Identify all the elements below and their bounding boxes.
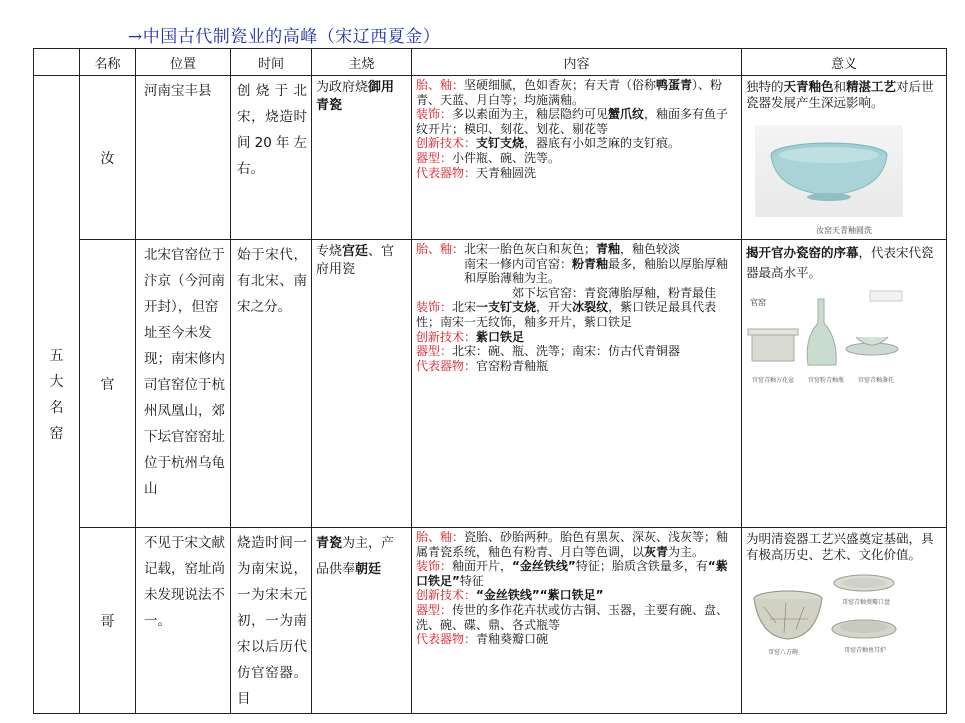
body-bold: 青釉 <box>596 242 621 256</box>
ge-caption-1: 哥窑八方碗 <box>768 649 799 656</box>
celadon-bowl-icon <box>755 125 903 217</box>
deco-bold: 蟹爪纹 <box>608 107 645 122</box>
header-name: 名称 <box>80 49 136 76</box>
meaning-bold: 精湛工艺 <box>846 79 897 94</box>
kiln-content <box>412 528 742 714</box>
owner-bold: 朝廷 <box>355 562 382 577</box>
body-bold: 粉青釉 <box>572 256 609 271</box>
label-body: 胎、釉： <box>416 530 465 544</box>
label-type: 器型： <box>416 602 453 617</box>
guan-caption-1: 官窑青釉方花盆 <box>752 377 795 384</box>
tech-bold: “金丝铁线”“紫口铁足” <box>476 588 604 603</box>
category-cell <box>34 76 80 714</box>
type-text: 传世的多作花卉状或仿古铜、玉器，主要有碗、盘、洗、碗、碟、鼎、各式瓶等 <box>416 602 729 632</box>
body-bold: 灰青 <box>644 544 669 559</box>
owner-text: 、官府用瓷 <box>316 244 395 277</box>
body-text-2: ，釉色较淡 <box>620 242 681 256</box>
body-bold: 鸭蛋青 <box>656 78 693 92</box>
deco-text: 釉面开片， <box>452 559 513 574</box>
kiln-time: 始于宋代，有北宋、南宋之分。 <box>231 240 312 528</box>
label-type: 器型： <box>416 150 453 165</box>
meaning-text: 对后世瓷器发展产生深远影响。 <box>746 79 934 110</box>
tech-bold: 支钉支烧 <box>476 136 525 151</box>
owner-bold: 宫廷 <box>342 244 369 259</box>
deco-text-2: ，开大 <box>536 300 573 315</box>
deco-text-2: 特征；胎质含铁量多，有 <box>575 559 708 574</box>
ge-caption-2: 哥窑青釉葵瓣口盘 <box>842 599 891 606</box>
label-type: 器型： <box>416 344 453 359</box>
deco-text-3: 特征 <box>459 573 484 588</box>
label-deco: 装饰： <box>416 559 453 574</box>
body-text-2: 为主。 <box>668 544 705 559</box>
meaning-text: 和 <box>833 79 847 94</box>
label-tech: 创新技术： <box>416 588 477 603</box>
category-char: 大 <box>49 373 64 390</box>
kiln-meaning <box>742 240 947 528</box>
guan-caption-2: 官窑粉青釉瓶 <box>808 377 845 384</box>
deco-text-2: ，釉面多有鱼子纹开片；模印、刻花、划花、剔花等 <box>416 107 729 136</box>
deco-text-3: ，紫口铁足最具代表性；南宋一无纹饰，釉多开片，紫口铁足 <box>416 300 717 329</box>
guan-image-label: 官窑 <box>750 298 766 307</box>
rep-text: 青釉葵瓣口碗 <box>476 632 549 647</box>
meaning-text: 为明清瓷器工艺兴盛奠定基础，具有极高历史、艺术、文化价值。 <box>746 531 934 562</box>
kiln-meaning <box>742 76 947 240</box>
owner-text: 为政府烧 <box>316 80 369 95</box>
deco-bold: 一支钉支烧 <box>476 300 537 315</box>
body-line-3: 郊下坛官窑：青瓷薄胎厚釉，粉青最佳 <box>512 285 717 300</box>
table-row <box>34 76 947 240</box>
kiln-time: 烧造时间一为南宋说，一为宋末元初，一为南宋以后历代仿官窑器。目 <box>231 528 312 714</box>
header-row <box>34 49 947 76</box>
kiln-content <box>412 240 742 528</box>
porcelain-table <box>33 48 947 714</box>
body-text-2: ）、粉青、天蓝、月白等；均施满釉。 <box>416 78 723 107</box>
page-title: →中国古代制瓷业的高峰（宋辽西夏金） <box>128 27 441 47</box>
type-text: 小件瓶、碗、洗等。 <box>452 150 561 165</box>
rep-text: 官窑粉青釉瓶 <box>476 358 549 373</box>
meaning-bold: 天青釉色 <box>783 79 834 94</box>
table-row <box>34 240 947 528</box>
body-text: 瓷胎、砂胎两种。胎色有黑灰、深灰、浅灰等；釉属青瓷系统，釉色有粉青、月白等色调，以 <box>416 530 729 559</box>
label-deco: 装饰： <box>416 300 453 315</box>
deco-bold: “紫口铁足” <box>416 559 728 588</box>
label-rep: 代表器物： <box>416 632 477 647</box>
meaning-text: 独特的 <box>746 79 784 94</box>
label-body: 胎、釉： <box>416 78 465 92</box>
body-text: 坚硬细腻，色如香灰；有天青（俗称 <box>464 78 657 92</box>
meaning-text: ，代表宋代瓷器最高水平。 <box>746 245 934 280</box>
label-deco: 装饰： <box>416 107 453 122</box>
type-text: 北宋：碗、瓶、洗等；南宋：仿古代青铜器 <box>452 344 681 359</box>
kiln-location: 不见于宋文献记载，窑址尚未发现说法不一。 <box>136 528 231 714</box>
ru-caption: 汝窑天青釉圆洗 <box>816 226 872 235</box>
ge-caption-3: 哥窑青釉鱼耳炉 <box>844 647 887 654</box>
kiln-owner <box>312 76 412 240</box>
kiln-owner <box>312 240 412 528</box>
guan-caption-3: 官窑青釉盏托 <box>858 377 895 384</box>
owner-text: 专烧 <box>316 244 343 259</box>
kiln-location: 北宋官窑位于汴京（今河南开封），但窑址至今未发现；南宋修内司官窑位于杭州凤凰山，郊下坛官窑窑址位于杭州乌龟山 <box>136 240 231 528</box>
deco-bold: 冰裂纹 <box>572 300 609 315</box>
ge-images <box>746 563 942 673</box>
label-body: 胎、釉： <box>416 242 465 256</box>
kiln-name: 哥 <box>80 528 136 714</box>
header-time: 时间 <box>231 49 312 76</box>
owner-text: 为主，产品供奉 <box>316 536 395 577</box>
header-content: 内容 <box>412 49 742 76</box>
kiln-name: 官 <box>80 240 136 528</box>
body-line-2: 南宋一修内司官窑： <box>464 256 573 271</box>
header-location: 位置 <box>136 49 231 76</box>
label-rep: 代表器物： <box>416 358 477 373</box>
label-tech: 创新技术： <box>416 136 477 151</box>
guan-images <box>746 283 942 403</box>
meaning-bold: 揭开官办瓷窑的序幕 <box>746 245 859 260</box>
tech-text: ，器底有小如芝麻的支钉痕。 <box>524 136 681 151</box>
ru-bowl-image <box>755 125 903 217</box>
deco-bold: “金丝铁线” <box>512 559 576 574</box>
category-label <box>34 343 79 447</box>
header-blank <box>34 49 80 76</box>
owner-bold: 青瓷 <box>316 536 343 551</box>
deco-text: 多以素面为主，釉层隐约可见 <box>452 107 609 122</box>
label-tech: 创新技术： <box>416 329 477 344</box>
category-char: 窑 <box>49 425 64 442</box>
owner-bold: 御用青瓷 <box>316 80 395 113</box>
kiln-time: 创烧于北宋，烧造时间20年左右。 <box>231 76 312 240</box>
header-meaning: 意义 <box>742 49 947 76</box>
kiln-location: 河南宝丰县 <box>136 76 231 240</box>
header-owner: 主烧 <box>312 49 412 76</box>
tech-bold: 紫口铁足 <box>476 329 525 344</box>
body-text: 北宋一胎色灰白和灰色； <box>464 242 597 256</box>
label-rep: 代表器物： <box>416 165 477 180</box>
body-line-2c: 最多，釉胎以厚胎厚釉和厚胎薄釉为主。 <box>464 256 729 286</box>
deco-text: 北宋 <box>452 300 477 315</box>
category-char: 名 <box>49 399 64 416</box>
kiln-name: 汝 <box>80 76 136 240</box>
table-row <box>34 528 947 714</box>
kiln-content <box>412 76 742 240</box>
kiln-meaning <box>742 528 947 714</box>
category-char: 五 <box>49 347 64 364</box>
rep-text: 天青釉圆洗 <box>476 165 537 180</box>
kiln-owner <box>312 528 412 714</box>
